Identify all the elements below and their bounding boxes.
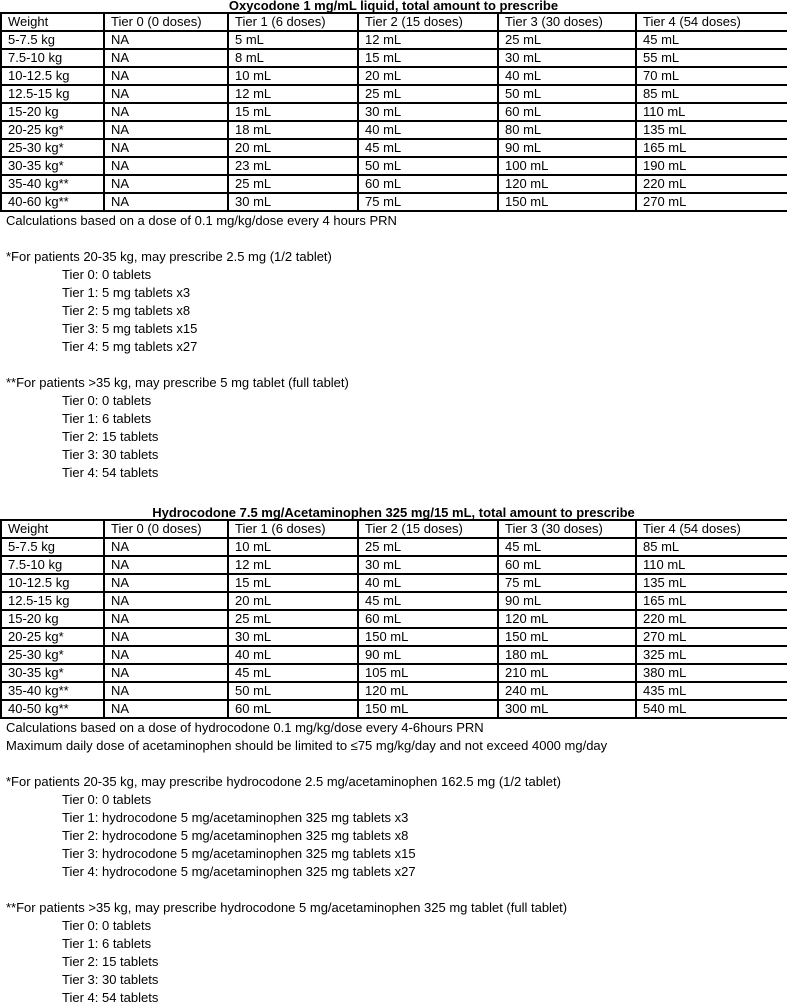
table-cell: 25 mL [228,610,358,628]
column-header: Tier 0 (0 doses) [104,520,228,538]
table-cell: 110 mL [636,103,787,121]
table-cell: NA [104,628,228,646]
footnote-item: Tier 2: 15 tablets [62,429,159,444]
table-cell: NA [104,646,228,664]
table-cell: NA [104,175,228,193]
table-cell: 30-35 kg* [1,157,104,175]
footnote-item: Tier 2: 15 tablets [62,954,159,969]
table-row [1,628,787,646]
table-cell: 60 mL [358,610,498,628]
table-row [1,139,787,157]
table-cell: 35-40 kg** [1,682,104,700]
table-cell: 12 mL [358,31,498,49]
table-cell: 40 mL [358,574,498,592]
table-row [1,175,787,193]
table-cell: 75 mL [498,574,636,592]
table-cell: NA [104,610,228,628]
table-cell: NA [104,193,228,211]
table-row [1,49,787,67]
table-cell: 270 mL [636,628,787,646]
footnote-heading: *For patients 20-35 kg, may prescribe 2.5 mg (1/2 tablet) [6,249,332,264]
table-cell: 30 mL [498,49,636,67]
footnote-item: Tier 1: 5 mg tablets x3 [62,285,191,300]
table-cell: 100 mL [498,157,636,175]
footnote-heading: **For patients >35 kg, may prescribe hydrocodone 5 mg/acetaminophen 325 mg tablet (full tablet) [6,900,568,915]
table-cell: 20 mL [358,67,498,85]
table-title: Hydrocodone 7.5 mg/Acetaminophen 325 mg/15 mL, total amount to prescribe [152,505,635,520]
table-cell: 380 mL [636,664,787,682]
table-cell: 150 mL [498,628,636,646]
footnote-item: Tier 3: hydrocodone 5 mg/acetaminophen 325 mg tablets x15 [62,846,416,861]
spacer [0,881,787,899]
table-cell: 165 mL [636,592,787,610]
table-cell: 20-25 kg* [1,628,104,646]
table-cell: 45 mL [358,139,498,157]
table-cell: 15 mL [228,574,358,592]
table-cell: 15-20 kg [1,610,104,628]
table-cell: NA [104,157,228,175]
table-row [1,157,787,175]
table-cell: 10 mL [228,538,358,556]
column-header: Tier 1 (6 doses) [228,520,358,538]
calculation-note: Calculations based on a dose of hydrocodone 0.1 mg/kg/dose every 4-6hours PRN [6,720,484,735]
table-row [1,664,787,682]
footnote-item: Tier 1: 6 tablets [62,936,152,951]
table-cell: 120 mL [498,610,636,628]
table-cell: 435 mL [636,682,787,700]
table-row [1,538,787,556]
header-row [1,13,787,31]
footnote-item: Tier 0: 0 tablets [62,792,152,807]
table-cell: 12 mL [228,556,358,574]
table-cell: NA [104,556,228,574]
table-row [1,646,787,664]
table-cell: 12.5-15 kg [1,592,104,610]
table-cell: 35-40 kg** [1,175,104,193]
table-row [1,31,787,49]
table-cell: 20 mL [228,592,358,610]
table-cell: 30 mL [228,193,358,211]
table-cell: 325 mL [636,646,787,664]
table-cell: 23 mL [228,157,358,175]
table-row [1,121,787,139]
table-cell: 7.5-10 kg [1,556,104,574]
calculation-note: Calculations based on a dose of 0.1 mg/kg/dose every 4 hours PRN [6,213,397,228]
table-cell: 270 mL [636,193,787,211]
column-header: Tier 4 (54 doses) [636,13,787,31]
calculation-note: Maximum daily dose of acetaminophen should be limited to ≤75 mg/kg/day and not exceed 4000 mg/day [6,738,608,753]
table-cell: 150 mL [498,193,636,211]
table-cell: 50 mL [228,682,358,700]
table-cell: 165 mL [636,139,787,157]
spacer [0,755,787,773]
oxycodone-table [0,12,787,212]
spacer [0,356,787,374]
table-cell: 55 mL [636,49,787,67]
oxycodone-section [0,0,787,482]
table-cell: 135 mL [636,121,787,139]
table-cell: 30-35 kg* [1,664,104,682]
table-cell: NA [104,682,228,700]
table-cell: 150 mL [358,628,498,646]
table-cell: 8 mL [228,49,358,67]
column-header: Tier 2 (15 doses) [358,13,498,31]
footnote-heading: *For patients 20-35 kg, may prescribe hydrocodone 2.5 mg/acetaminophen 162.5 mg (1/2 tablet) [6,774,561,789]
table-cell: 220 mL [636,610,787,628]
table-cell: 25 mL [228,175,358,193]
table-row [1,682,787,700]
footnote-item: Tier 4: 54 tablets [62,990,159,1005]
table-cell: NA [104,574,228,592]
table-cell: 45 mL [358,592,498,610]
table-cell: 45 mL [636,31,787,49]
table-cell: 180 mL [498,646,636,664]
table-cell: 30 mL [358,103,498,121]
table-cell: 90 mL [498,139,636,157]
table-cell: 45 mL [498,538,636,556]
table-cell: 150 mL [358,700,498,718]
table-cell: 5 mL [228,31,358,49]
table-cell: 85 mL [636,538,787,556]
table-cell: 40 mL [498,67,636,85]
table-cell: 30 mL [228,628,358,646]
table-cell: 120 mL [358,682,498,700]
table-cell: 45 mL [228,664,358,682]
table-cell: 60 mL [228,700,358,718]
table-cell: 90 mL [498,592,636,610]
header-row [1,520,787,538]
table-cell: 10-12.5 kg [1,67,104,85]
column-header: Tier 0 (0 doses) [104,13,228,31]
table-cell: 60 mL [498,556,636,574]
table-cell: 90 mL [358,646,498,664]
footnote-item: Tier 1: 6 tablets [62,411,152,426]
table-row [1,700,787,718]
table-cell: NA [104,538,228,556]
table-cell: 20-25 kg* [1,121,104,139]
footnote-item: Tier 3: 30 tablets [62,972,159,987]
footnote-item: Tier 2: hydrocodone 5 mg/acetaminophen 325 mg tablets x8 [62,828,409,843]
table-cell: 25-30 kg* [1,139,104,157]
column-header: Weight [1,13,104,31]
table-cell: NA [104,664,228,682]
table-cell: 25 mL [358,85,498,103]
table-cell: 40 mL [358,121,498,139]
table-cell: 190 mL [636,157,787,175]
table-cell: NA [104,85,228,103]
table-cell: 50 mL [358,157,498,175]
table-cell: 10-12.5 kg [1,574,104,592]
table-row [1,85,787,103]
table-title: Oxycodone 1 mg/mL liquid, total amount to prescribe [228,0,559,13]
table-cell: 110 mL [636,556,787,574]
table-cell: 70 mL [636,67,787,85]
column-header: Tier 4 (54 doses) [636,520,787,538]
table-cell: 25-30 kg* [1,646,104,664]
table-cell: NA [104,67,228,85]
table-cell: NA [104,49,228,67]
table-cell: 120 mL [498,175,636,193]
table-cell: 10 mL [228,67,358,85]
column-header: Tier 3 (30 doses) [498,13,636,31]
table-cell: 25 mL [498,31,636,49]
table-row [1,103,787,121]
footnote-item: Tier 0: 0 tablets [62,918,152,933]
column-header: Tier 2 (15 doses) [358,520,498,538]
table-row [1,610,787,628]
footnote-item: Tier 4: 5 mg tablets x27 [62,339,198,354]
table-cell: 300 mL [498,700,636,718]
table-cell: 15 mL [358,49,498,67]
table-cell: 85 mL [636,85,787,103]
table-cell: 75 mL [358,193,498,211]
table-cell: NA [104,592,228,610]
column-header: Tier 1 (6 doses) [228,13,358,31]
hydrocodone-table [0,519,787,719]
footnote-item: Tier 1: hydrocodone 5 mg/acetaminophen 325 mg tablets x3 [62,810,409,825]
footnote-item: Tier 3: 30 tablets [62,447,159,462]
table-cell: 40-50 kg** [1,700,104,718]
table-cell: 7.5-10 kg [1,49,104,67]
column-header: Weight [1,520,104,538]
table-row [1,556,787,574]
table-cell: NA [104,103,228,121]
table-row [1,67,787,85]
footnote-heading: **For patients >35 kg, may prescribe 5 mg tablet (full tablet) [6,375,349,390]
table-cell: 40-60 kg** [1,193,104,211]
spacer [0,230,787,248]
table-cell: NA [104,121,228,139]
table-cell: 15-20 kg [1,103,104,121]
table-cell: 12 mL [228,85,358,103]
table-cell: 60 mL [358,175,498,193]
table-cell: 20 mL [228,139,358,157]
table-cell: 540 mL [636,700,787,718]
hydrocodone-section [0,507,787,1007]
column-header: Tier 3 (30 doses) [498,520,636,538]
table-cell: 5-7.5 kg [1,31,104,49]
table-cell: NA [104,139,228,157]
footnote-item: Tier 0: 0 tablets [62,393,152,408]
footnote-item: Tier 4: 54 tablets [62,465,159,480]
table-cell: 12.5-15 kg [1,85,104,103]
table-cell: 30 mL [358,556,498,574]
table-cell: 60 mL [498,103,636,121]
table-cell: 240 mL [498,682,636,700]
footnote-item: Tier 3: 5 mg tablets x15 [62,321,198,336]
table-cell: 80 mL [498,121,636,139]
table-row [1,193,787,211]
table-cell: 15 mL [228,103,358,121]
table-cell: 5-7.5 kg [1,538,104,556]
footnote-item: Tier 0: 0 tablets [62,267,152,282]
table-cell: 50 mL [498,85,636,103]
table-row [1,592,787,610]
footnote-item: Tier 2: 5 mg tablets x8 [62,303,191,318]
table-cell: 105 mL [358,664,498,682]
table-cell: NA [104,700,228,718]
table-row [1,574,787,592]
footnote-item: Tier 4: hydrocodone 5 mg/acetaminophen 325 mg tablets x27 [62,864,416,879]
table-cell: NA [104,31,228,49]
table-cell: 220 mL [636,175,787,193]
table-cell: 18 mL [228,121,358,139]
table-cell: 40 mL [228,646,358,664]
table-cell: 135 mL [636,574,787,592]
table-cell: 210 mL [498,664,636,682]
table-cell: 25 mL [358,538,498,556]
